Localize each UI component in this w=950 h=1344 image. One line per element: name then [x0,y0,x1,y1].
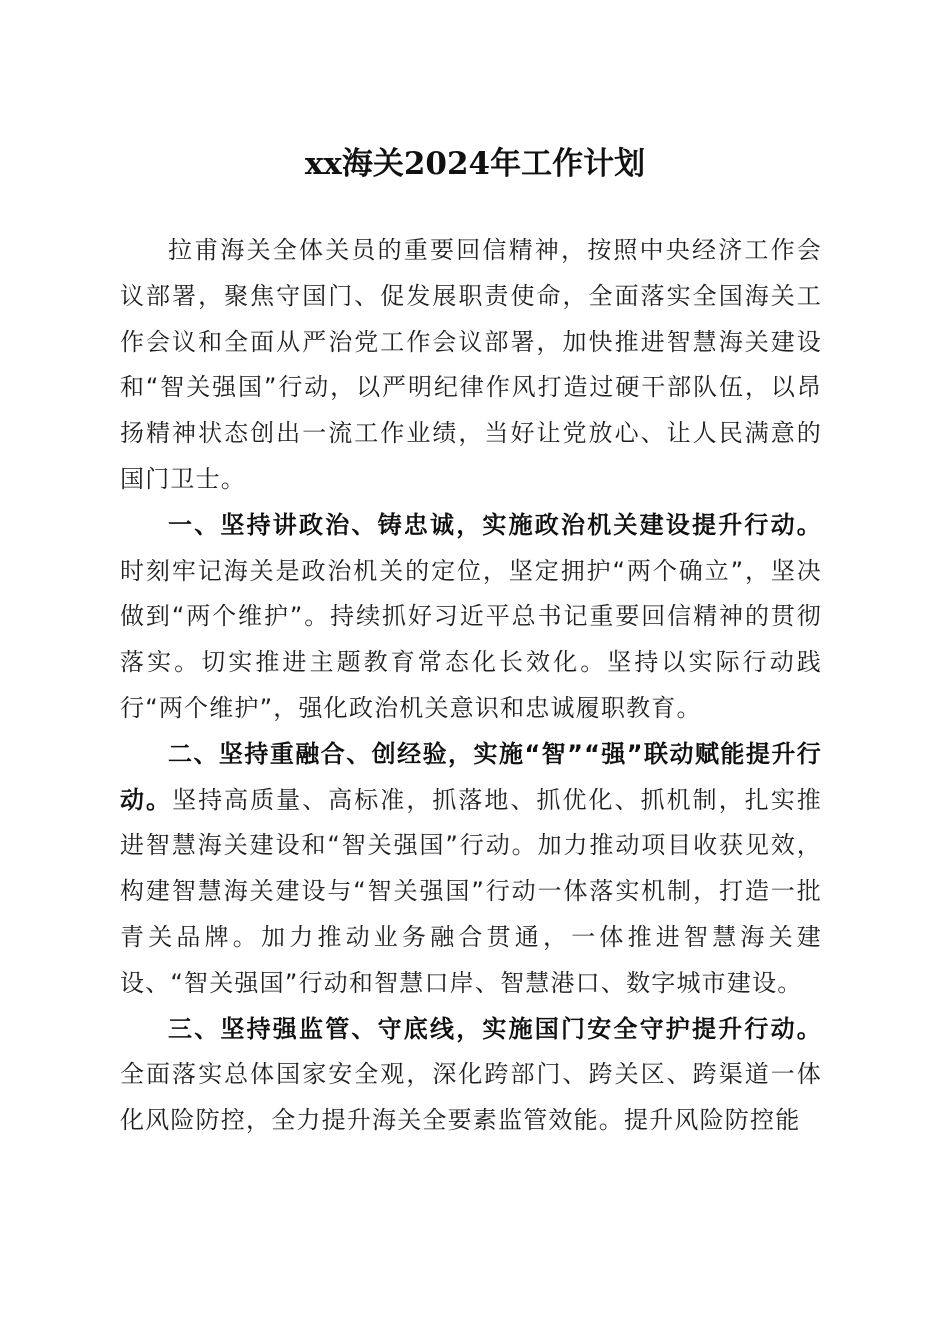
section-paragraph-1 [120,503,822,732]
section-paragraph-3 [120,1007,822,1144]
section-paragraph-2 [120,732,822,1007]
section-text-2: 坚持高质量、高标准，抓落地、抓优化、抓机制，扎实推进智慧海关建设和“智关强国”行动。加力推动项目收获见效，构建智慧海关建设与“智关强国”行动一体落实机制，打造一批青关品牌。加力推动业务融合贯通，一体推进智慧海关建设、“智关强国”行动和智慧口岸、智慧港口、数字城市建设。 [120,785,822,997]
section-heading-3: 三、坚持强监管、守底线，实施国门安全守护提升行动。 [168,1014,822,1043]
intro-text: 拉甫海关全体关员的重要回信精神，按照中央经济工作会议部署，聚焦守国门、促发展职责使命，全面落实全国海关工作会议和全面从严治党工作会议部署，加快推进智慧海关建设和“智关强国”行动，以严明纪律作风打造过硬干部队伍，以昂扬精神状态创出一流工作业绩，当好让党放心、让人民满意的国门卫士。 [120,236,822,493]
section-text-1: 时刻牢记海关是政治机关的定位，坚定拥护“两个确立”，坚决做到“两个维护”。持续抓好习近平总书记重要回信精神的贯彻落实。切实推进主题教育常态化长效化。坚持以实际行动践行“两个维护”，强化政治机关意识和忠诚履职教育。 [120,556,822,722]
document-title: xx海关2024年工作计划 [304,146,646,182]
section-heading-1: 一、坚持讲政治、铸忠诚，实施政治机关建设提升行动。 [168,510,822,539]
document-body [120,228,822,1144]
section-heading-2: 二、坚持重融合、创经验，实施“智”“强”联动赋能提升行动。 [120,739,822,814]
section-text-3: 全面落实总体国家安全观，深化跨部门、跨关区、跨渠道一体化风险防控，全力提升海关全要素监管效能。提升风险防控能 [120,1060,822,1135]
intro-paragraph [120,228,822,503]
